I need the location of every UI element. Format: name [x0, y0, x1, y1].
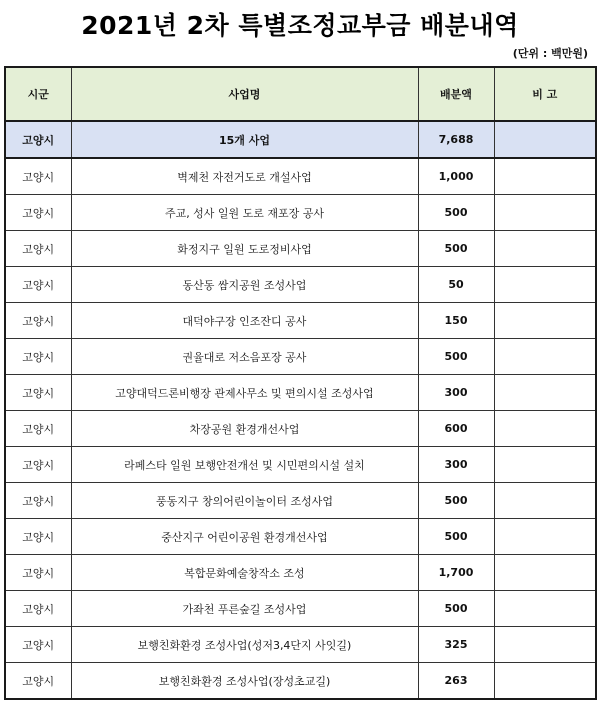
table-header	[5, 67, 596, 121]
cell-region: 고양시	[5, 663, 71, 700]
cell-amount: 1,000	[418, 158, 494, 195]
cell-region: 고양시	[5, 158, 71, 195]
cell-project: 벽제천 자전거도로 개설사업	[71, 158, 418, 195]
header-remarks: 비 고	[494, 67, 596, 121]
cell-amount: 263	[418, 663, 494, 700]
table-row	[5, 519, 596, 555]
table-row	[5, 303, 596, 339]
total-region: 고양시	[5, 121, 71, 158]
cell-remarks	[494, 267, 596, 303]
cell-project: 가좌천 푸른숲길 조성사업	[71, 591, 418, 627]
cell-amount: 500	[418, 591, 494, 627]
cell-remarks	[494, 483, 596, 519]
cell-remarks	[494, 519, 596, 555]
cell-amount: 500	[418, 519, 494, 555]
allocation-table	[4, 66, 597, 700]
cell-amount: 150	[418, 303, 494, 339]
cell-remarks	[494, 447, 596, 483]
table-row	[5, 195, 596, 231]
cell-amount: 500	[418, 339, 494, 375]
table-row	[5, 411, 596, 447]
table-row	[5, 231, 596, 267]
cell-remarks	[494, 339, 596, 375]
cell-region: 고양시	[5, 627, 71, 663]
cell-amount: 325	[418, 627, 494, 663]
cell-project: 보행친화환경 조성사업(장성초교길)	[71, 663, 418, 700]
page-title: 2021년 2차 특별조정교부금 배분내역	[81, 11, 519, 40]
header-region: 시군	[5, 67, 71, 121]
cell-remarks	[494, 663, 596, 700]
table-body	[5, 121, 596, 699]
cell-remarks	[494, 375, 596, 411]
total-project: 15개 사업	[71, 121, 418, 158]
cell-remarks	[494, 303, 596, 339]
cell-region: 고양시	[5, 555, 71, 591]
cell-remarks	[494, 195, 596, 231]
cell-region: 고양시	[5, 195, 71, 231]
cell-remarks	[494, 591, 596, 627]
cell-amount: 500	[418, 195, 494, 231]
table-row	[5, 158, 596, 195]
cell-remarks	[494, 555, 596, 591]
table-row	[5, 375, 596, 411]
cell-project: 중산지구 어린이공원 환경개선사업	[71, 519, 418, 555]
cell-region: 고양시	[5, 411, 71, 447]
table-row	[5, 447, 596, 483]
cell-project: 화정지구 일원 도로정비사업	[71, 231, 418, 267]
cell-region: 고양시	[5, 231, 71, 267]
table-row	[5, 483, 596, 519]
cell-project: 대덕야구장 인조잔디 공사	[71, 303, 418, 339]
cell-region: 고양시	[5, 483, 71, 519]
cell-region: 고양시	[5, 267, 71, 303]
cell-amount: 500	[418, 231, 494, 267]
cell-region: 고양시	[5, 591, 71, 627]
cell-amount: 500	[418, 483, 494, 519]
table-row	[5, 591, 596, 627]
cell-region: 고양시	[5, 303, 71, 339]
cell-remarks	[494, 158, 596, 195]
cell-region: 고양시	[5, 339, 71, 375]
cell-amount: 600	[418, 411, 494, 447]
cell-project: 주교, 성사 일원 도로 재포장 공사	[71, 195, 418, 231]
table-row	[5, 267, 596, 303]
cell-region: 고양시	[5, 447, 71, 483]
total-amount: 7,688	[418, 121, 494, 158]
table-row	[5, 627, 596, 663]
cell-amount: 300	[418, 375, 494, 411]
cell-region: 고양시	[5, 375, 71, 411]
cell-project: 보행친화환경 조성사업(성저3,4단지 사잇길)	[71, 627, 418, 663]
total-row	[5, 121, 596, 158]
cell-project: 복합문화예술창작소 조성	[71, 555, 418, 591]
cell-project: 풍동지구 창의어린이놀이터 조성사업	[71, 483, 418, 519]
cell-remarks	[494, 627, 596, 663]
header-project: 사업명	[71, 67, 418, 121]
unit-note: (단위 : 백만원)	[512, 47, 588, 60]
cell-remarks	[494, 231, 596, 267]
table-row	[5, 555, 596, 591]
cell-region: 고양시	[5, 519, 71, 555]
cell-project: 동산동 쌈지공원 조성사업	[71, 267, 418, 303]
cell-amount: 300	[418, 447, 494, 483]
cell-amount: 1,700	[418, 555, 494, 591]
total-remarks	[494, 121, 596, 158]
cell-amount: 50	[418, 267, 494, 303]
cell-project: 라페스타 일원 보행안전개선 및 시민편의시설 설치	[71, 447, 418, 483]
cell-project: 차장공원 환경개선사업	[71, 411, 418, 447]
header-amount: 배분액	[418, 67, 494, 121]
cell-project: 고양대덕드론비행장 관제사무소 및 편의시설 조성사업	[71, 375, 418, 411]
cell-project: 권율대로 저소음포장 공사	[71, 339, 418, 375]
header-row	[5, 67, 596, 121]
table-row	[5, 339, 596, 375]
cell-remarks	[494, 411, 596, 447]
table-row	[5, 663, 596, 700]
